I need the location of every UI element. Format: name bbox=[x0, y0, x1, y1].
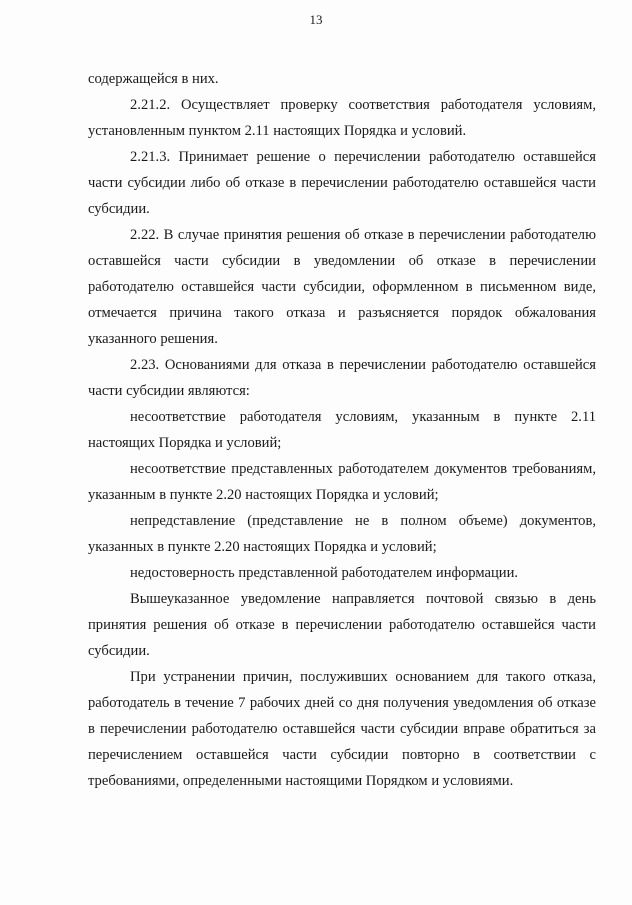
paragraph-2-21-2: 2.21.2. Осуществляет проверку соответствия работодателя условиям, установленным пунктом 2.11 настоящих Порядка и условий. bbox=[88, 97, 596, 139]
paragraph-2-23: 2.23. Основаниями для отказа в перечислении работодателю оставшейся части субсидии являются: bbox=[88, 357, 596, 399]
refusal-reason-item: несоответствие представленных работодателем документов требованиям, указанным в пункте 2.20 настоящих Порядка и условий; bbox=[88, 461, 596, 503]
refusal-reason-item: несоответствие работодателя условиям, указанным в пункте 2.11 настоящих Порядка и условий; bbox=[88, 409, 596, 451]
page-number: 13 bbox=[309, 12, 323, 27]
paragraph-2-22: 2.22. В случае принятия решения об отказе в перечислении работодателю оставшейся части субсидии в уведомлении об отказе в перечислении работодателю оставшейся части субсидии, оформленном в письменном виде, отмечается причина такого отказа и разъясняется порядок обжалования указанного решения. bbox=[88, 227, 596, 347]
paragraph-continuation: содержащейся в них. bbox=[88, 71, 219, 87]
paragraph-resubmission: При устранении причин, послуживших основанием для такого отказа, работодатель в течение 7 рабочих дней со дня получения уведомления об отказе в перечислении работодателю оставшейся части субсидии вправе обратиться за перечислением оставшейся части субсидии повторно в соответствии с требованиями, определенными настоящими Порядком и условиями. bbox=[88, 669, 596, 789]
paragraph-notice: Вышеуказанное уведомление направляется почтовой связью в день принятия решения об отказе в перечислении работодателю оставшейся части субсидии. bbox=[88, 591, 596, 659]
refusal-reason-item: недостоверность представленной работодателем информации. bbox=[130, 565, 519, 581]
document-body bbox=[88, 66, 596, 794]
refusal-reason-item: непредставление (представление не в полном объеме) документов, указанных в пункте 2.20 настоящих Порядка и условий; bbox=[88, 513, 596, 555]
paragraph-2-21-3: 2.21.3. Принимает решение о перечислении работодателю оставшейся части субсидии либо об отказе в перечислении работодателю оставшейся части субсидии. bbox=[88, 149, 596, 217]
